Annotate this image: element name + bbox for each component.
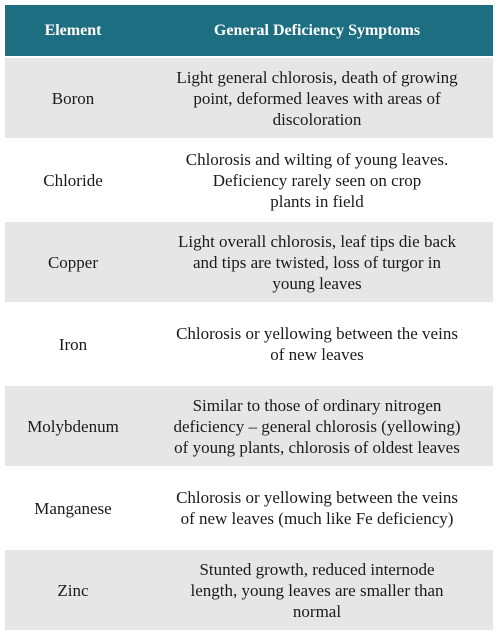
element-cell: Zinc: [57, 580, 89, 600]
symptom-line: Chlorosis or yellowing between the veins: [176, 488, 458, 507]
symptom-line: length, young leaves are smaller than: [190, 580, 444, 600]
table-header: [5, 5, 493, 56]
table-row: [5, 550, 493, 630]
symptom-line: of young plants, chlorosis of oldest leaves: [174, 437, 460, 457]
header-symptoms: General Deficiency Symptoms: [213, 21, 421, 39]
symptom-line: of new leaves: [270, 345, 364, 364]
symptom-line: discoloration: [272, 109, 362, 129]
table-row: [5, 304, 493, 384]
table-row: [5, 468, 493, 548]
element-cell: Boron: [51, 88, 95, 108]
symptom-line: young leaves: [272, 273, 362, 293]
header-element: Element: [44, 21, 102, 39]
symptom-line: Chlorosis and wilting of young leaves.: [185, 149, 449, 169]
symptom-line: normal: [292, 601, 342, 621]
table-row: [5, 386, 493, 466]
symptom-line: Stunted growth, reduced internode: [199, 559, 435, 579]
element-cell: Molybdenum: [27, 416, 119, 436]
symptom-line: Deficiency rarely seen on crop: [212, 170, 422, 190]
deficiency-table: [5, 5, 493, 632]
symptoms-cell: [141, 395, 493, 458]
symptoms-cell: [141, 231, 493, 294]
table-row: [5, 140, 493, 220]
symptoms-cell: [141, 559, 493, 622]
symptom-line: Similar to those of ordinary nitrogen: [192, 395, 442, 415]
symptom-line: deficiency – general chlorosis (yellowing): [173, 416, 461, 436]
symptoms-cell: [141, 323, 493, 365]
element-cell: Manganese: [34, 498, 112, 518]
element-cell: Chloride: [43, 170, 103, 190]
symptoms-cell: [141, 67, 493, 130]
symptom-line: Light overall chlorosis, leaf tips die back: [177, 231, 457, 251]
symptom-line: plants in field: [270, 191, 364, 211]
element-cell: Copper: [47, 252, 99, 272]
symptoms-cell: [141, 149, 493, 212]
table-row: [5, 58, 493, 138]
symptom-line: and tips are twisted, loss of turgor in: [192, 252, 442, 272]
symptom-line: Chlorosis or yellowing between the veins: [176, 324, 458, 343]
symptom-line: Light general chlorosis, death of growing: [176, 67, 458, 87]
table-row: [5, 222, 493, 302]
symptom-line: point, deformed leaves with areas of: [193, 88, 441, 108]
element-cell: Iron: [58, 334, 88, 354]
symptoms-cell: [141, 487, 493, 529]
symptom-line: of new leaves (much like Fe deficiency): [180, 509, 454, 528]
